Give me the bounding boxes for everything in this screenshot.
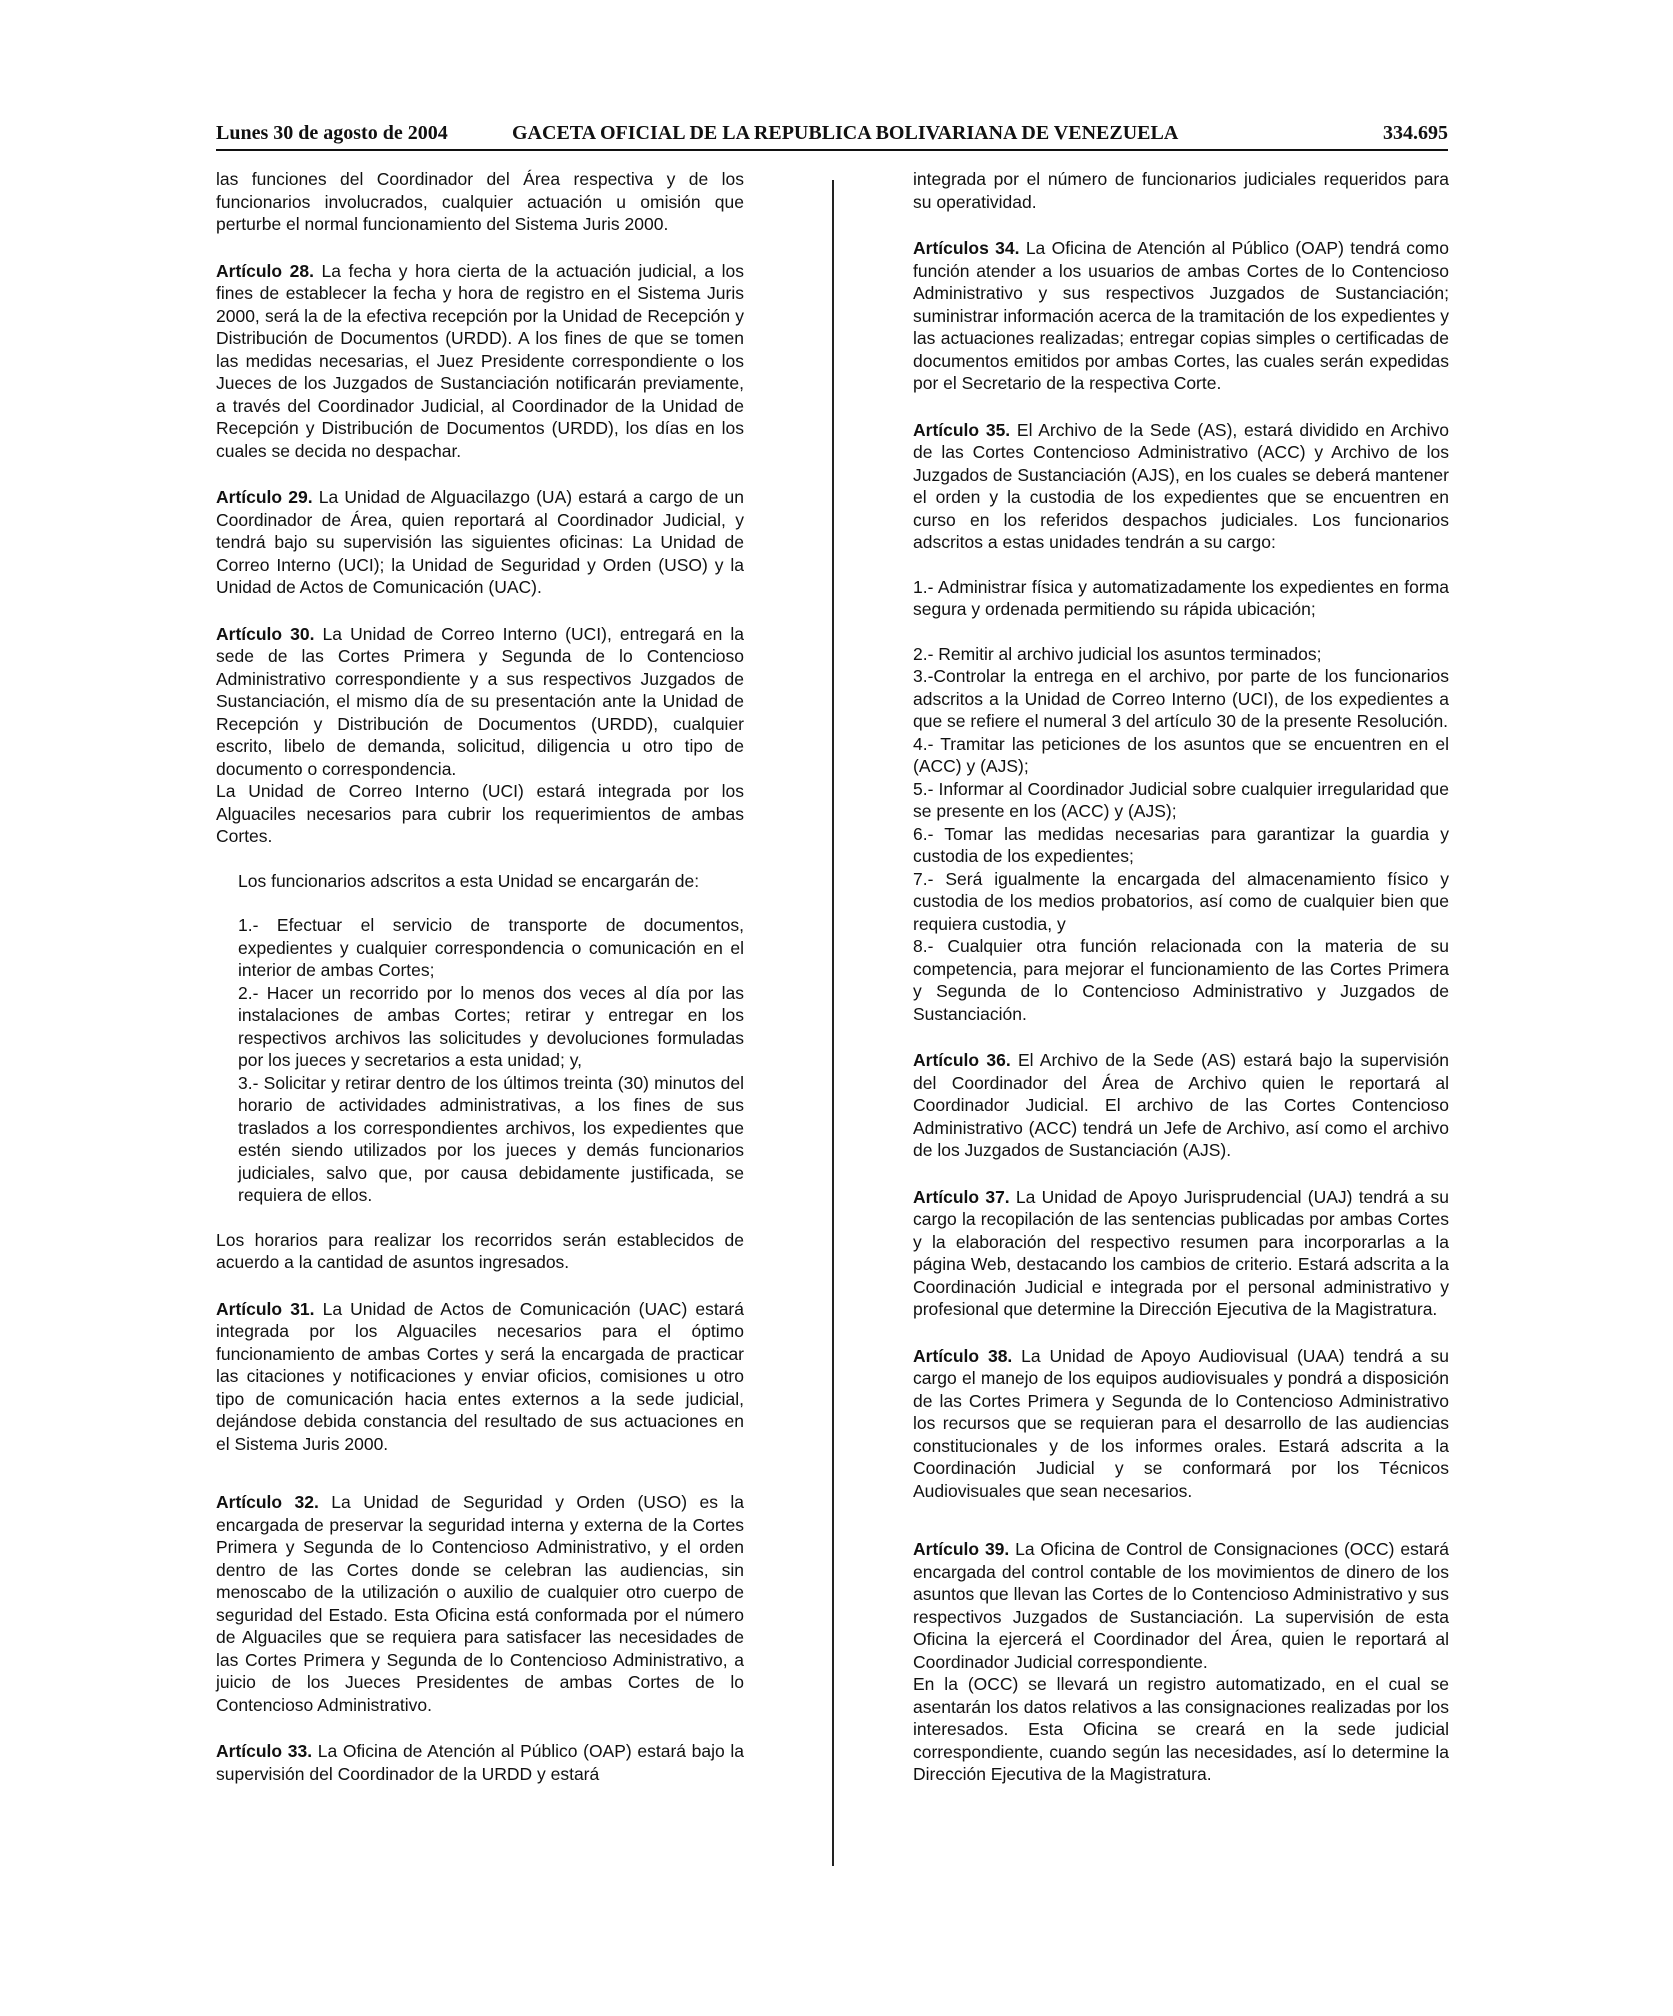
article-paragraph: La Unidad de Correo Interno (UCI) estará integrada por los Alguaciles necesarios para cubrir los requerimientos de ambas Cortes. <box>216 781 744 846</box>
continued-paragraph: las funciones del Coordinador del Área respectiva y de los funcionarios involucrados, cualquier actuación u omisión que perturbe el normal funcionamiento del Sistema Juris 2000. <box>216 169 744 234</box>
article-paragraph: Los horarios para realizar los recorridos serán establecidos de acuerdo a la cantidad de asuntos ingresados. <box>216 1229 744 1272</box>
article-text: El Archivo de la Sede (AS) estará bajo la supervisión del Coordinador del Área de Archivo quien le reportará al Coordinador Judicial. El archivo de las Cortes Contencioso Administrativo (ACC) tendrá un Jefe de Archivo, así como el archivo de los Juzgados de Sustanciación (AJS). <box>913 1050 1449 1160</box>
list-item: 2.- Remitir al archivo judicial los asuntos terminados; <box>913 643 1322 664</box>
list-item: 3.- Solicitar y retirar dentro de los últimos treinta (30) minutos del horario de actividades administrativas, a los fines de sus traslados a los correspondientes archivos, los expedientes que estén siendo utilizados por los jueces y demás funcionarios judiciales, salvo que, por causa debidamente justificada, se requiera de ellos. <box>238 1072 744 1205</box>
article-label: Artículo 29. <box>216 487 313 507</box>
article-label: Artículo 28. <box>216 260 314 281</box>
list-item: 6.- Tomar las medidas necesarias para garantizar la guardia y custodia de los expedientes; <box>913 823 1449 866</box>
article-text: La Unidad de Seguridad y Orden (USO) es la encargada de preservar la seguridad interna y externa de la Cortes Primera y Segunda de lo Contencioso Administrativo, y el orden dentro de las Cortes donde se celebran las audiencias, sin menoscabo de la utilización o auxilio de cualquier otro cuerpo de seguridad del Estado. Esta Oficina está conformada por el número de Alguaciles que se requiera para satisfacer las necesidades de las Cortes Primera y Segunda de lo Contencioso Administrativo, a juicio de los Jueces Presidentes de ambas Cortes de lo Contencioso Administrativo. <box>216 1492 744 1715</box>
right-column <box>913 168 1449 1786</box>
list-item: 7.- Será igualmente la encargada del almacenamiento físico y custodia de los medios probatorios, así como de cualquier bien que requiera custodia, y <box>913 868 1449 934</box>
article-label: Artículo 37. <box>913 1186 1010 1207</box>
list-item: 4.- Tramitar las peticiones de los asuntos que se encuentren en el (ACC) y (AJS); <box>913 733 1449 776</box>
article-28 <box>216 260 744 463</box>
article-label: Artículo 38. <box>913 1345 1013 1366</box>
article-text: El Archivo de la Sede (AS), estará dividido en Archivo de las Cortes Contencioso Administrativo (ACC) y Archivo de los Juzgados de Sustanciación (AJS), en los cuales se deberá mantener el orden y la custodia de los expedientes que se encuentren en curso en los referidos despachos judiciales. Los funcionarios adscritos a estas unidades tendrán a su cargo: <box>913 419 1449 552</box>
article-label: Artículo 33. <box>216 1741 313 1761</box>
article-text: La Unidad de Apoyo Jurisprudencial (UAJ) tendrá a su cargo la recopilación de las sentencias publicadas por ambas Cortes y la elaboración del respectivo resumen para incorporarlas a la página Web, destacando los cambios de criterio. Estará adscrita a la Coordinación Judicial e integrada por el personal administrativo y profesional que determine la Dirección Ejecutiva de la Magistratura. <box>913 1186 1449 1319</box>
article-35 <box>913 419 1449 554</box>
column-divider <box>832 180 834 1866</box>
header-rule <box>216 149 1448 151</box>
article-label: Artículo 31. <box>216 1298 315 1319</box>
article-label: Artículo 32. <box>216 1492 319 1512</box>
article-36 <box>913 1049 1449 1162</box>
article-38 <box>913 1345 1449 1503</box>
article-text: La fecha y hora cierta de la actuación judicial, a los fines de establecer la fecha y hora de registro en el Sistema Juris 2000, será la de la efectiva recepción por la Unidad de Recepción y Distribución de Documentos (URDD). A los fines de que se tomen las medidas necesarias, el Juez Presidente correspondiente o los Jueces de los Juzgados de Sustanciación notificarán previamente, a través del Coordinador Judicial, al Coordinador de la Unidad de Recepción y Distribución de Documentos (URDD), los días en los cuales se decida no despachar. <box>216 260 744 461</box>
list-item: 5.- Informar al Coordinador Judicial sobre cualquier irregularidad que se presente en los (ACC) y (AJS); <box>913 778 1449 821</box>
left-column <box>216 168 744 1785</box>
article-text: La Oficina de Atención al Público (OAP) estará bajo la supervisión del Coordinador de la URDD y estará <box>216 1741 744 1784</box>
article-label: Artículo 36. <box>913 1050 1011 1070</box>
header-date: Lunes 30 de agosto de 2004 <box>216 122 448 144</box>
list-item: 8.- Cualquier otra función relacionada con la materia de su competencia, para mejorar el funcionamiento de las Cortes Primera y Segunda de lo Contencioso Administrativo y Juzgados de Sustanciación. <box>913 936 1449 1024</box>
article-text: La Oficina de Atención al Público (OAP) tendrá como función atender a los usuarios de ambas Cortes de lo Contencioso Administrativo y sus respectivos Juzgados de Sustanciación; suministrar información acerca de la tramitación de los expedientes y las actuaciones realizadas; entregar copias simples o certificadas de documentos emitidos por ambas Cortes, las cuales serán expedidas por el Secretario de la respectiva Corte. <box>913 238 1449 393</box>
article-32 <box>216 1491 744 1716</box>
article-label: Artículo 39. <box>913 1539 1010 1559</box>
list-item: 1.- Efectuar el servicio de transporte de documentos, expedientes y cualquier correspondencia o comunicación en el interior de ambas Cortes; <box>238 915 744 980</box>
header-page-number: 334.695 <box>1383 122 1448 144</box>
article-text: La Unidad de Actos de Comunicación (UAC) estará integrada por los Alguaciles necesarios para el óptimo funcionamiento de ambas Cortes y será la encargada de practicar las citaciones y notificaciones y enviar oficios, comisiones u otro tipo de comunicación hacia entes externos a la sede judicial, dejándose debida constancia del resultado de sus actuaciones en el Sistema Juris 2000. <box>216 1298 744 1454</box>
article-30 <box>216 623 744 781</box>
article-paragraph: Los funcionarios adscritos a esta Unidad se encargarán de: <box>238 870 700 891</box>
article-37 <box>913 1186 1449 1321</box>
article-33 <box>216 1740 744 1785</box>
article-31 <box>216 1298 744 1456</box>
article-paragraph: En la (OCC) se llevará un registro automatizado, en el cual se asentarán los datos relativos a las consignaciones realizadas por los interesados. Esta Oficina se creará en la sede judicial correspondiente, cuando según las necesidades, así lo determine la Dirección Ejecutiva de la Magistratura. <box>913 1674 1449 1784</box>
article-text: La Unidad de Alguacilazgo (UA) estará a cargo de un Coordinador de Área, quien reportará al Coordinador Judicial, y tendrá bajo su supervisión las siguientes oficinas: La Unidad de Correo Interno (UCI); la Unidad de Seguridad y Orden (USO) y la Unidad de Actos de Comunicación (UAC). <box>216 487 744 597</box>
page-header <box>216 122 1448 150</box>
article-label: Artículo 35. <box>913 419 1011 440</box>
continued-paragraph: integrada por el número de funcionarios judiciales requeridos para su operatividad. <box>913 169 1449 212</box>
article-text: La Oficina de Control de Consignaciones (OCC) estará encargada del control contable de los movimientos de dinero de los asuntos que llevan las Cortes de lo Contencioso Administrativo y sus respectivos Juzgados de Sustanciación. La supervisión de esta Oficina la ejercerá el Coordinador del Área, quien le reportará al Coordinador Judicial correspondiente. <box>913 1539 1449 1672</box>
article-39 <box>913 1538 1449 1673</box>
header-title: GACETA OFICIAL DE LA REPUBLICA BOLIVARIANA DE VENEZUELA <box>512 122 1179 144</box>
list-item: 1.- Administrar física y automatizadamente los expedientes en forma segura y ordenada permitiendo su rápida ubicación; <box>913 576 1449 619</box>
article-label: Artículos 34. <box>913 238 1020 258</box>
article-text: La Unidad de Correo Interno (UCI), entregará en la sede de las Cortes Primera y Segunda de lo Contencioso Administrativo correspondiente y a sus respectivos Juzgados de Sustanciación, el mismo día de su presentación ante la Unidad de Recepción y Distribución de Documentos (URDD), cualquier escrito, libelo de demanda, solicitud, diligencia u otro tipo de documento o correspondencia. <box>216 623 744 779</box>
article-text: La Unidad de Apoyo Audiovisual (UAA) tendrá a su cargo el manejo de los equipos audiovisuales y pondrá a disposición de las Cortes Primera y Segunda de lo Contencioso Administrativo los recursos que se requieran para el desarrollo de las audiencias constitucionales y de los informes orales. Estará adscrita a la Coordinación Judicial y se conformará por los Técnicos Audiovisuales que sean necesarios. <box>913 1345 1449 1501</box>
article-label: Artículo 30. <box>216 623 315 644</box>
article-29 <box>216 486 744 599</box>
list-item: 3.-Controlar la entrega en el archivo, por parte de los funcionarios adscritos a la Unidad de Correo Interno (UCI), de los expedientes a que se refiere el numeral 3 del artículo 30 de la presente Resolución. <box>913 666 1449 731</box>
article-34 <box>913 237 1449 395</box>
list-item: 2.- Hacer un recorrido por lo menos dos veces al día por las instalaciones de ambas Cortes; retirar y entregar en los respectivos archivos las solicitudes y devoluciones formuladas por los jueces y secretarios a esta unidad; y, <box>238 982 744 1070</box>
